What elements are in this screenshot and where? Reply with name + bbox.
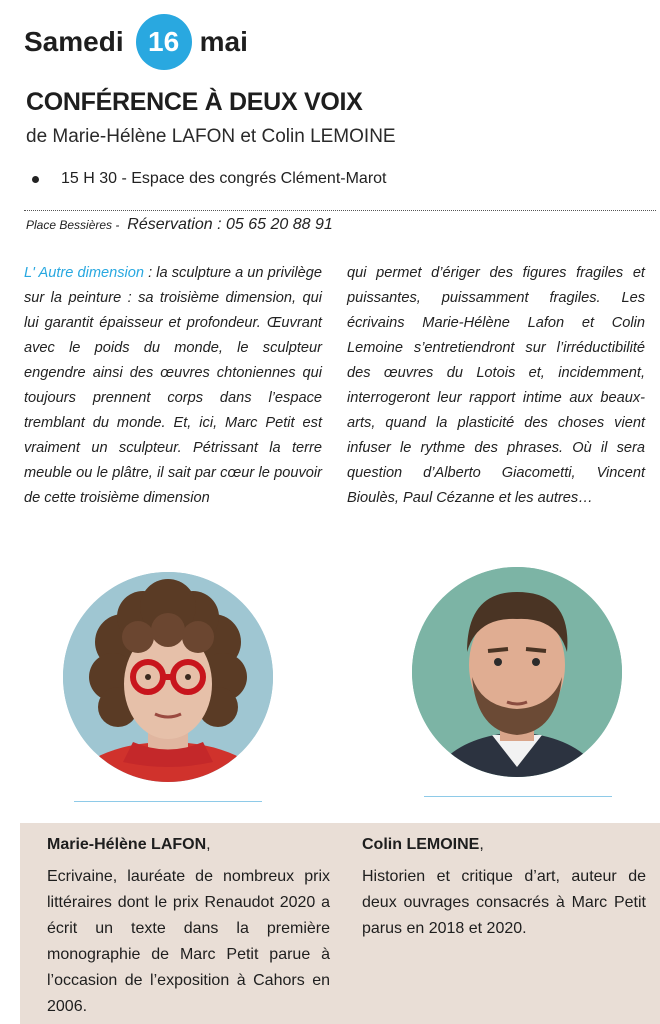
portrait-underline-left: [74, 801, 262, 802]
reservation-phone: Réservation : 05 65 20 88 91: [127, 216, 333, 233]
description-left-text: : la sculpture a un privilège sur la peinture : sa troisième dimension, qui lui garantit épaisseur et profondeur. Œuvrant avec le poids du monde, le sculpteur engendre ainsi des œuvres chtoniennes qui toujours prennent corps dans l’espace tremblant du monde. Et, ici, Marc Petit est vraiment un sculpteur. Pétrissant la terre meuble ou le plâtre, il sait par cœur le pouvoir de cette troisième dimension: [24, 265, 323, 506]
portrait-marie-helene-lafon: [63, 572, 273, 782]
bio-marie-helene-lafon: Marie-Hélène LAFON, Ecrivaine, lauréate de nombreux prix littéraires dont le prix Renaudot 2020 a écrit un texte dans la première monographie de Marc Petit parue à l’occasion de l’exposition à Cahors en 2006.: [47, 832, 330, 1020]
time-place-text: 15 H 30 - Espace des congrés Clément-Marot: [61, 170, 387, 187]
reservation-line: [26, 216, 333, 234]
description-column-left: [24, 261, 322, 511]
description-right-text: qui permet d’ériger des figures fragiles et puissantes, puissamment fragiles. Les écrivains Marie-Hélène Lafon et Colin Lemoine s’entretiendront sur l’irréductibilité des œuvres du Lotois et, incidemment, interrogeront leur rapport intime aux beaux-arts, quand la plasticité des choses vient infuser le rythme des phrases. Où il sera question d’Alberto Giacometti, Vincent Bioulès, Paul Cézanne et les autres…: [347, 265, 645, 506]
dotted-divider: [24, 210, 656, 211]
event-subtitle: de Marie-Hélène LAFON et Colin LEMOINE: [26, 126, 396, 147]
portrait-illustration: [412, 567, 622, 777]
day-label: Samedi: [24, 26, 124, 57]
bio-name: Colin LEMOINE: [362, 836, 480, 853]
portrait-illustration: [63, 572, 273, 782]
event-title: CONFÉRENCE À DEUX VOIX: [26, 88, 363, 116]
month-label: mai: [199, 26, 248, 57]
bio-name: Marie-Hélène LAFON: [47, 836, 207, 853]
date-header: [24, 18, 248, 66]
description-column-right: [347, 261, 645, 511]
reservation-place: Place Bessières -: [26, 218, 120, 232]
portrait-colin-lemoine: [412, 567, 622, 777]
event-time-place: [32, 170, 386, 188]
bio-text: Ecrivaine, lauréate de nombreux prix littéraires dont le prix Renaudot 2020 a écrit un texte dans la première monographie de Marc Petit parue à l’occasion de l’exposition à Cahors en 2006.: [47, 868, 330, 1015]
bio-colin-lemoine: Colin LEMOINE, Historien et critique d’art, auteur de deux ouvrages consacrés à Marc Petit parus en 2018 et 2020.: [362, 832, 646, 942]
description-highlight: L' Autre dimension: [24, 265, 144, 281]
day-number-badge: 16: [136, 14, 192, 70]
portrait-underline-right: [424, 796, 612, 797]
bio-text: Historien et critique d’art, auteur de deux ouvrages consacrés à Marc Petit parus en 2018 et 2020.: [362, 868, 646, 937]
bullet-icon: [32, 176, 39, 183]
